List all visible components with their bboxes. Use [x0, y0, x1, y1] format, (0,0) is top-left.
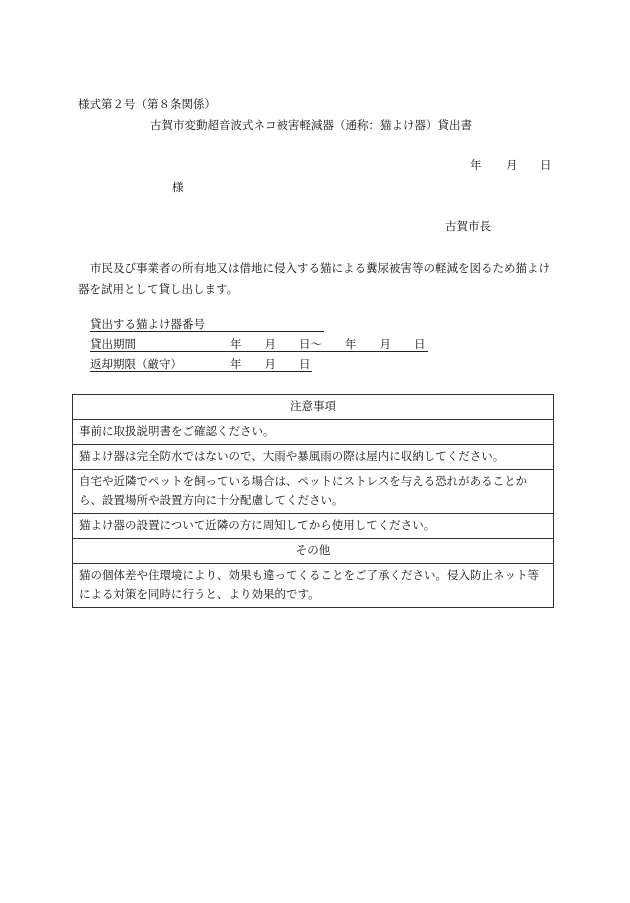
- notice-item-row: [73, 514, 554, 539]
- notice-item-row: [73, 445, 554, 470]
- date-month: 月: [506, 158, 518, 172]
- notice-item: 事前に取扱説明書をご確認ください。: [73, 420, 554, 445]
- loan-period-underline: [90, 351, 428, 352]
- date-day: 日: [540, 158, 552, 172]
- notice-item: 自宅や近隣でペットを飼っている場合は、ペットにストレスを与える恐れがあることから、設置場所や設置方向に十分配慮してください。: [73, 470, 554, 514]
- form-number: 様式第２号（第８条関係）: [78, 97, 216, 111]
- loan-period-label: 貸出期間: [90, 337, 136, 351]
- device-number-label: 貸出する猫よけ器番号: [90, 317, 205, 331]
- date-year: 年: [470, 158, 482, 172]
- notice-item: 猫よけ器の設置について近隣の方に周知してから使用してください。: [73, 514, 554, 539]
- other-header: その他: [73, 539, 554, 564]
- loan-period-value: 年 月 日～ 年 月 日: [230, 337, 426, 351]
- body-text: 市民及び事業者の所有地又は借地に侵入する猫による糞尿被害等の軽減を図るため猫よけ器を試用として貸し出します。: [78, 261, 550, 296]
- other-text-row: [73, 564, 554, 608]
- notice-table: [72, 394, 554, 608]
- return-deadline-label: 返却期限（厳守）: [90, 357, 182, 371]
- notice-header: 注意事項: [73, 395, 554, 420]
- document-title: 古賀市変動超音波式ネコ被害軽減器（通称：猫よけ器）貸出書: [150, 118, 472, 132]
- device-number-underline: [90, 331, 324, 332]
- notice-item-row: [73, 420, 554, 445]
- other-header-row: [73, 539, 554, 564]
- recipient-suffix: 様: [172, 180, 184, 194]
- notice-item-row: [73, 470, 554, 514]
- notice-header-row: [73, 395, 554, 420]
- issuer-name: 古賀市長: [445, 219, 491, 233]
- notice-item: 猫よけ器は完全防水ではないので、大雨や暴風雨の際は屋内に収納してください。: [73, 445, 554, 470]
- return-deadline-underline: [90, 371, 312, 372]
- other-text: 猫の個体差や住環境により、効果も違ってくることをご了承ください。侵入防止ネット等による対策を同時に行うと、より効果的です。: [73, 564, 554, 608]
- return-deadline-value: 年 月 日: [230, 357, 311, 371]
